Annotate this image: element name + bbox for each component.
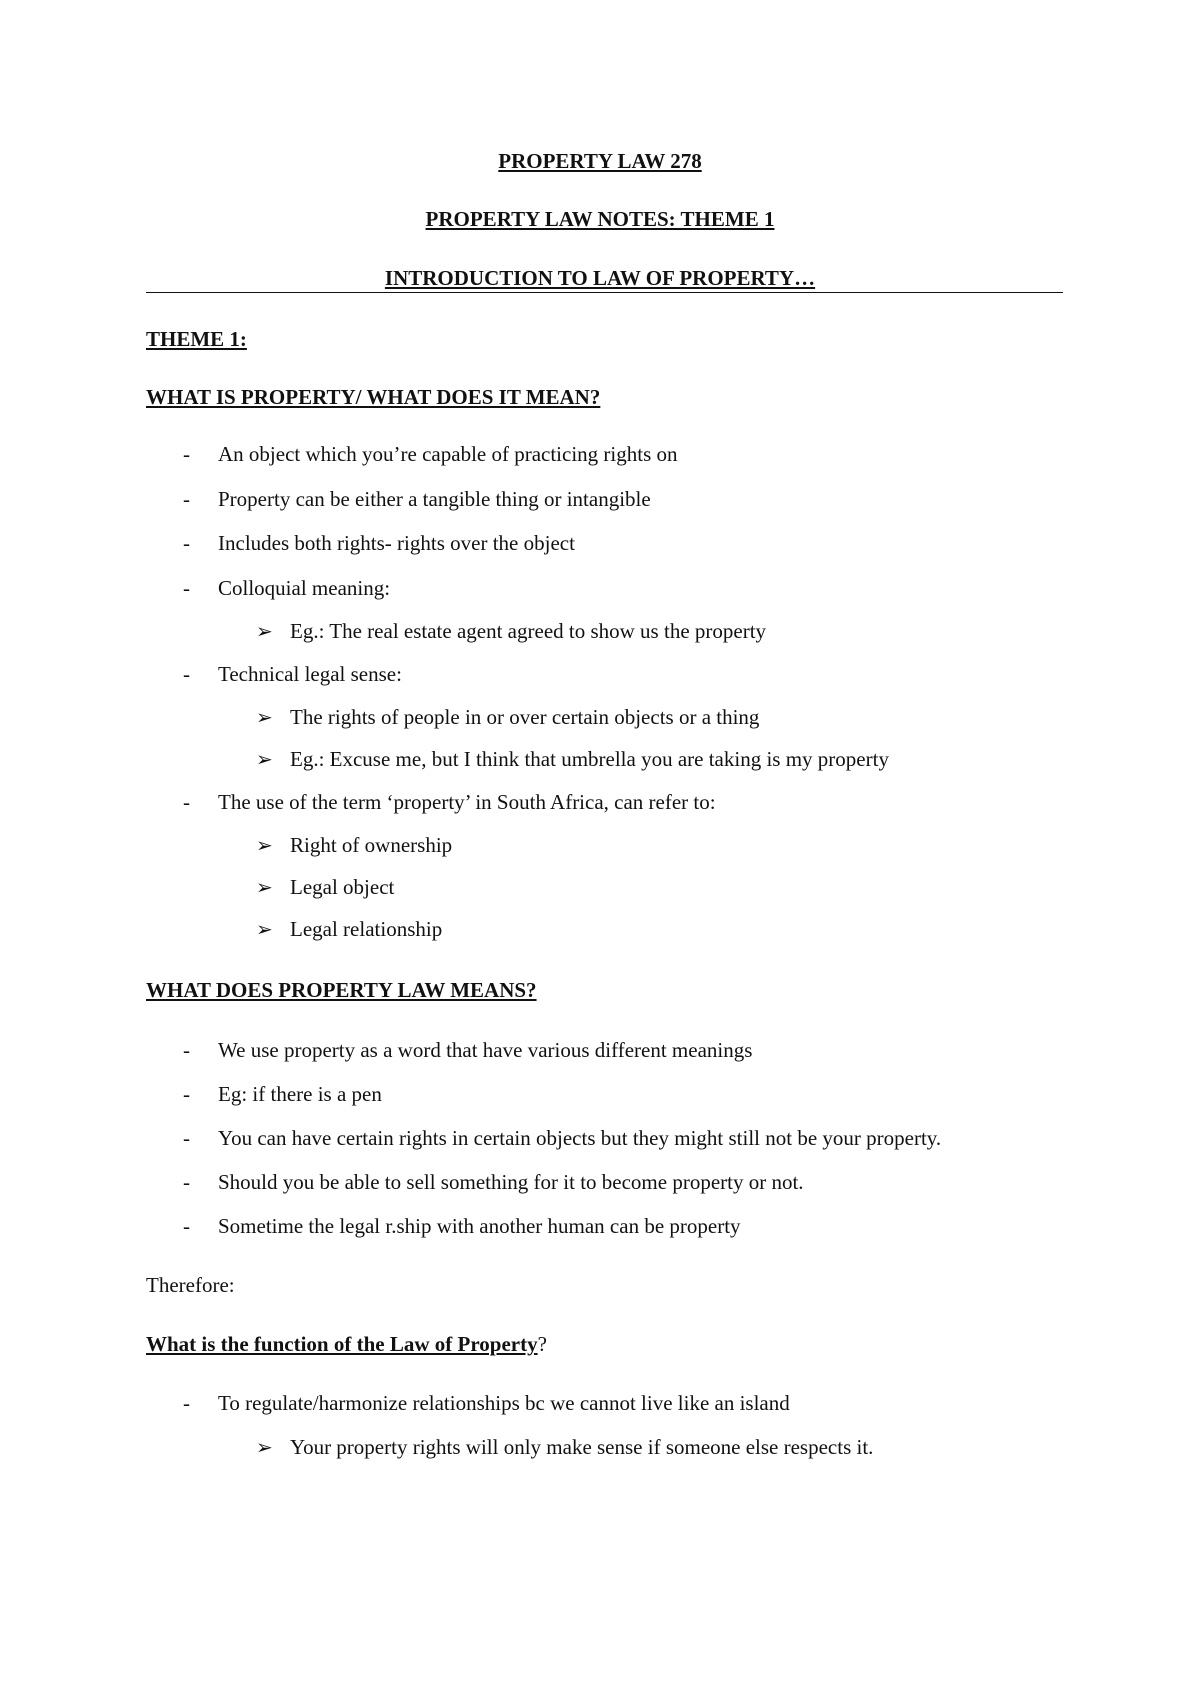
list-item: The use of the term ‘property’ in South Africa, can refer to: bbox=[218, 790, 716, 814]
section-heading: WHAT DOES PROPERTY LAW MEANS? bbox=[146, 978, 537, 1002]
arrow-bullet-icon: ➢ bbox=[256, 705, 273, 729]
section-heading-line bbox=[146, 1334, 547, 1355]
list-item: Should you be able to sell something for it to become property or not. bbox=[218, 1170, 804, 1194]
list-item: To regulate/harmonize relationships bc we cannot live like an island bbox=[218, 1391, 790, 1415]
list-item: An object which you’re capable of practicing rights on bbox=[218, 442, 678, 466]
list-item: Property can be either a tangible thing or intangible bbox=[218, 487, 651, 511]
arrow-bullet-icon: ➢ bbox=[256, 619, 273, 643]
list-item: Sometime the legal r.ship with another human can be property bbox=[218, 1214, 741, 1238]
arrow-bullet-icon: ➢ bbox=[256, 1435, 273, 1459]
section-heading: What is the function of the Law of Property bbox=[146, 1332, 538, 1356]
sub-list-item: Right of ownership bbox=[290, 833, 453, 857]
dash-bullet: - bbox=[183, 576, 190, 600]
list-item: You can have certain rights in certain objects but they might still not be your property. bbox=[218, 1126, 942, 1150]
sub-list-item: Legal object bbox=[290, 875, 395, 899]
arrow-bullet-icon: ➢ bbox=[256, 833, 273, 857]
heading-suffix: ? bbox=[537, 1332, 547, 1356]
dash-bullet: - bbox=[183, 487, 190, 511]
document-title: PROPERTY LAW 278 bbox=[498, 149, 702, 173]
dash-bullet: - bbox=[183, 1126, 190, 1150]
theme-label: THEME 1: bbox=[146, 327, 247, 351]
list-item: Colloquial meaning: bbox=[218, 576, 391, 600]
dash-bullet: - bbox=[183, 1214, 190, 1238]
sub-list-item: Eg.: The real estate agent agreed to show us the property bbox=[290, 619, 767, 643]
document-topic: INTRODUCTION TO LAW OF PROPERTY… bbox=[384, 266, 816, 290]
list-item: We use property as a word that have various different meanings bbox=[218, 1038, 753, 1062]
dash-bullet: - bbox=[183, 442, 190, 466]
section-heading: WHAT IS PROPERTY/ WHAT DOES IT MEAN? bbox=[146, 385, 601, 409]
dash-bullet: - bbox=[183, 662, 190, 686]
list-item: Eg: if there is a pen bbox=[218, 1082, 382, 1106]
sub-list-item: Your property rights will only make sense if someone else respects it. bbox=[290, 1435, 874, 1459]
document-subtitle: PROPERTY LAW NOTES: THEME 1 bbox=[425, 207, 775, 231]
dash-bullet: - bbox=[183, 1082, 190, 1106]
horizontal-rule bbox=[146, 292, 1063, 293]
dash-bullet: - bbox=[183, 790, 190, 814]
dash-bullet: - bbox=[183, 1170, 190, 1194]
sub-list-item: Eg.: Excuse me, but I think that umbrella you are taking is my property bbox=[290, 747, 889, 771]
arrow-bullet-icon: ➢ bbox=[256, 747, 273, 771]
therefore-text: Therefore: bbox=[146, 1273, 235, 1297]
arrow-bullet-icon: ➢ bbox=[256, 917, 273, 941]
dash-bullet: - bbox=[183, 1038, 190, 1062]
arrow-bullet-icon: ➢ bbox=[256, 875, 273, 899]
list-item: Technical legal sense: bbox=[218, 662, 402, 686]
dash-bullet: - bbox=[183, 531, 190, 555]
dash-bullet: - bbox=[183, 1391, 190, 1415]
sub-list-item: The rights of people in or over certain objects or a thing bbox=[290, 705, 760, 729]
list-item: Includes both rights- rights over the object bbox=[218, 531, 575, 555]
sub-list-item: Legal relationship bbox=[290, 917, 443, 941]
